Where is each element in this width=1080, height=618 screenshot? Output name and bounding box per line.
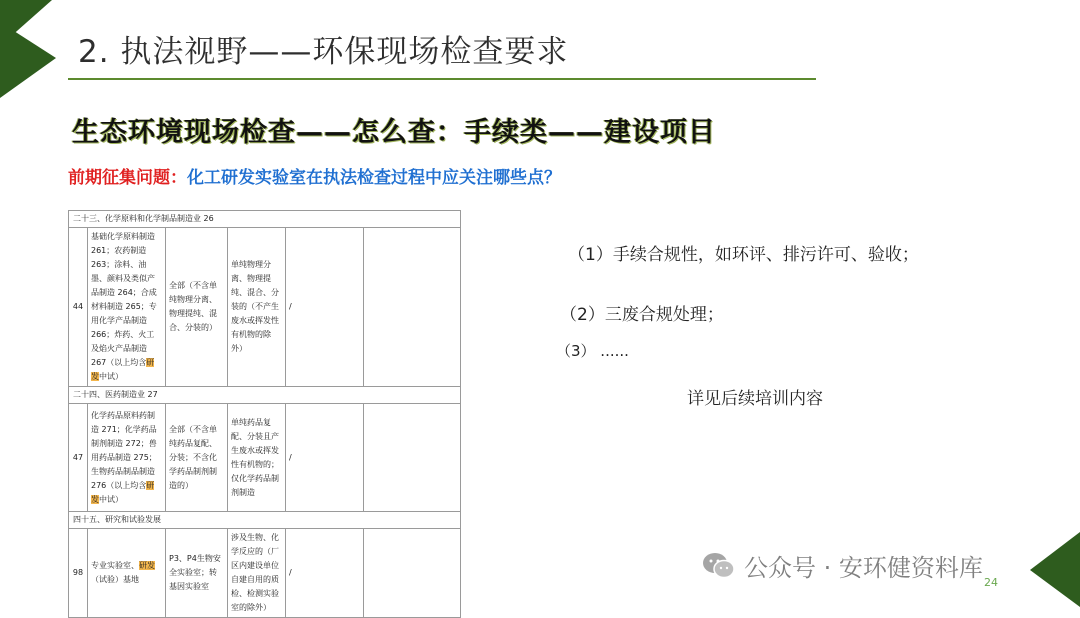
report-book-cell: P3、P4生物安全实验室；转基因实验室 bbox=[166, 529, 228, 618]
corner-decoration-top-left bbox=[0, 0, 60, 100]
registration-form-cell: / bbox=[286, 529, 364, 618]
empty-cell bbox=[364, 228, 461, 387]
industry-category-cell: 专业实验室、研发（试验）基地 bbox=[88, 529, 166, 618]
report-book-cell: 全部（不含单纯物理分离、物理提纯、混合、分装的） bbox=[166, 228, 228, 387]
point-3: （3） ...... bbox=[556, 342, 629, 360]
report-form-cell: 单纯物理分离、物理提纯、混合、分装的（不产生废水或挥发性有机物的除外） bbox=[228, 228, 286, 387]
point-1: （1）手续合规性，如环评、排污许可、验收； bbox=[568, 245, 919, 265]
highlight-rd: 研发 bbox=[91, 358, 155, 381]
row-number: 98 bbox=[69, 529, 88, 618]
section-header: 二十三、化学原料和化学制品制造业 26 bbox=[69, 211, 461, 228]
report-book-cell: 全部（不含单纯药品复配、分装；不含化学药品制剂制造的） bbox=[166, 404, 228, 512]
point-2: （2）三废合规处理； bbox=[560, 305, 724, 325]
section-header-row bbox=[69, 512, 461, 529]
question-text: 化工研发实验室在执法检查过程中应关注哪些点？ bbox=[187, 168, 561, 188]
section-header: 四十五、研究和试验发展 bbox=[69, 512, 461, 529]
report-form-cell: 涉及生物、化学反应的（厂区内建设单位自建自用的质检、检测实验室的除外） bbox=[228, 529, 286, 618]
row-number: 47 bbox=[69, 404, 88, 512]
registration-form-cell: / bbox=[286, 404, 364, 512]
table-row bbox=[69, 228, 461, 387]
corner-decoration-bottom-right bbox=[1030, 532, 1080, 607]
watermark bbox=[702, 548, 983, 583]
wechat-icon bbox=[702, 552, 736, 580]
section-subtitle: 生态环境现场检查——怎么查：手续类——建设项目 bbox=[72, 117, 716, 148]
question-label: 前期征集问题： bbox=[68, 168, 187, 188]
title-divider bbox=[68, 78, 816, 80]
page-number: 24 bbox=[984, 576, 998, 589]
regulation-table-excerpt bbox=[68, 210, 460, 612]
table-row bbox=[69, 529, 461, 618]
highlight-rd: 研发 bbox=[139, 561, 155, 570]
table-row bbox=[69, 404, 461, 512]
question-line bbox=[68, 163, 561, 188]
section-header: 二十四、医药制造业 27 bbox=[69, 387, 461, 404]
empty-cell bbox=[364, 529, 461, 618]
highlight-rd: 研发 bbox=[91, 480, 155, 504]
empty-cell bbox=[364, 404, 461, 512]
section-header-row bbox=[69, 211, 461, 228]
section-header-row bbox=[69, 387, 461, 404]
regulation-table bbox=[68, 210, 461, 618]
report-form-cell: 单纯药品复配、分装且产生废水或挥发性有机物的；仅化学药品制剂制造 bbox=[228, 404, 286, 512]
training-note: 详见后续培训内容 bbox=[687, 389, 823, 409]
page-title: 2. 执法视野——环保现场检查要求 bbox=[78, 34, 569, 70]
registration-form-cell: / bbox=[286, 228, 364, 387]
row-number: 44 bbox=[69, 228, 88, 387]
industry-category-cell: 基础化学原料制造 261；农药制造 263；涂料、油墨、颜料及类似产品制造 264；合成材料制造 265；专用化学产品制造 266；炸药、火工及焰火产品制造 267（以上均含研发中试） bbox=[88, 228, 166, 387]
watermark-text: 公众号 · 安环健资料库 bbox=[744, 554, 983, 582]
industry-category-cell: 化学药品原料药制造 271；化学药品制剂制造 272；兽用药品制造 275；生物药品制品制造 276（以上均含研发中试） bbox=[88, 404, 166, 512]
